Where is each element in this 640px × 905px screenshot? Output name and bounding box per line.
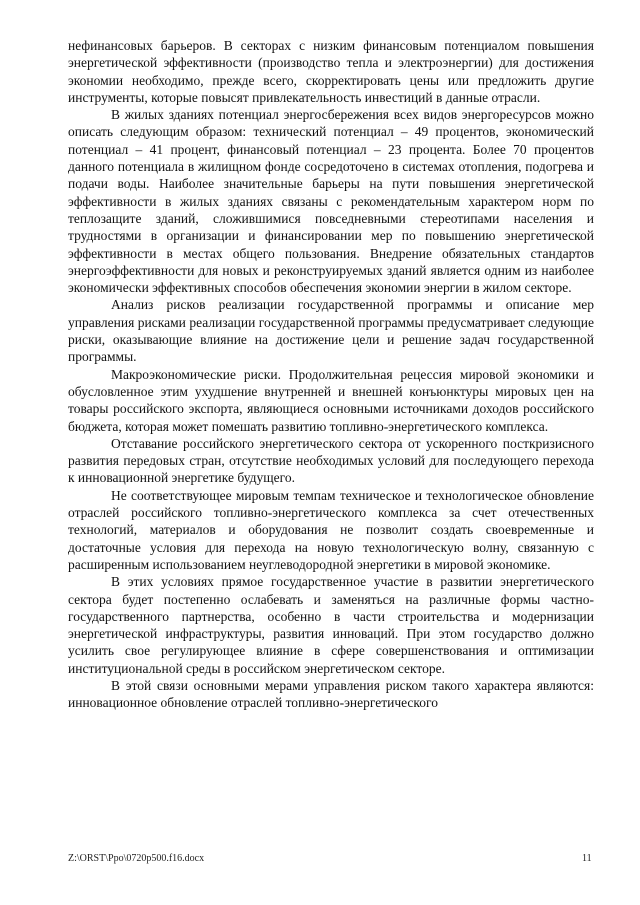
paragraph-sector-lag: Отставание российского энергетического сектора от ускоренного посткризисного развития передовых стран, отсутствие необходимых условий для последующего перехода к инновационной энергетике будущего.: [68, 435, 594, 486]
page-number: 11: [582, 853, 592, 864]
document-body: [68, 37, 594, 712]
footer-file-path: Z:\ORST\Ppo\0720p500.f16.docx: [68, 853, 205, 864]
paragraph-continuation: нефинансовых барьеров. В секторах с низким финансовым потенциалом повышения энергетической эффективности (производство тепла и электроэнергии) для достижения экономии необходимо, прежде всего, скорректировать цены или предложить другие инструменты, которые повысят привлекательность инвестиций в данные отрасли.: [68, 38, 594, 105]
paragraph-risk-analysis: Анализ рисков реализации государственной программы и описание мер управления рисками реализации государственной программы предусматривает следующие риски, оказывающие влияние на достижение цели и решение задач государственной программы.: [68, 297, 594, 365]
paragraph-risk-measures: В этой связи основными мерами управления риском такого характера являются: инновационное обновление отраслей топливно-энергетического: [68, 677, 594, 711]
paragraph-technology-renewal: Не соответствующее мировым темпам техническое и технологическое обновление отраслей российского топливно-энергетического комплекса за счет отечественных технологий, материалов и оборудования не позволит создать своевременные и достаточные условия для перехода на новую технологическую волну, связанную с расширенным использованием неуглеводородной энергетики в мировой экономике.: [68, 487, 594, 572]
paragraph-state-participation: В этих условиях прямое государственное участие в развитии энергетического сектора будет постепенно ослабевать и заменяться на различные формы частно-государственного партнерства, особенно в части строительства и модернизации энергетической инфраструктуры, развития инноваций. При этом государство должно усилить свое регулирующее влияние в сфере совершенствования и оптимизации институциональной среды в российском энергетическом секторе.: [68, 574, 594, 676]
paragraph-residential-potential: В жилых зданиях потенциал энергосбережения всех видов энергоресурсов можно описать следующим образом: технический потенциал – 49 процентов, экономический потенциал – 41 процент, финансовый потенциал – 23 процента. Более 70 процентов данного потенциала в жилищном фонде сосредоточено в системах отопления, подогрева и подачи воды. Наиболее значительные барьеры на пути повышения энергетической эффективности в жилых зданиях связаны с рекомендательным характером норм по теплозащите зданий, сложившимися повседневными стереотипами населения и трудностями в организации и финансировании мер по повышению энергетической эффективности в местах общего пользования. Внедрение обязательных стандартов энергоэффективности для новых и реконструируемых зданий является одним из наиболее экономически эффективных способов обеспечения экономии энергии в жилом секторе.: [68, 107, 594, 296]
paragraph-macroeconomic-risks: Макроэкономические риски. Продолжительная рецессия мировой экономики и обусловленное этим ухудшение внутренней и внешней конъюнктуры мировых цен на товары российского экспорта, являющиеся основными источниками доходов российского бюджета, которая может помешать развитию топливно-энергетического комплекса.: [68, 366, 594, 434]
